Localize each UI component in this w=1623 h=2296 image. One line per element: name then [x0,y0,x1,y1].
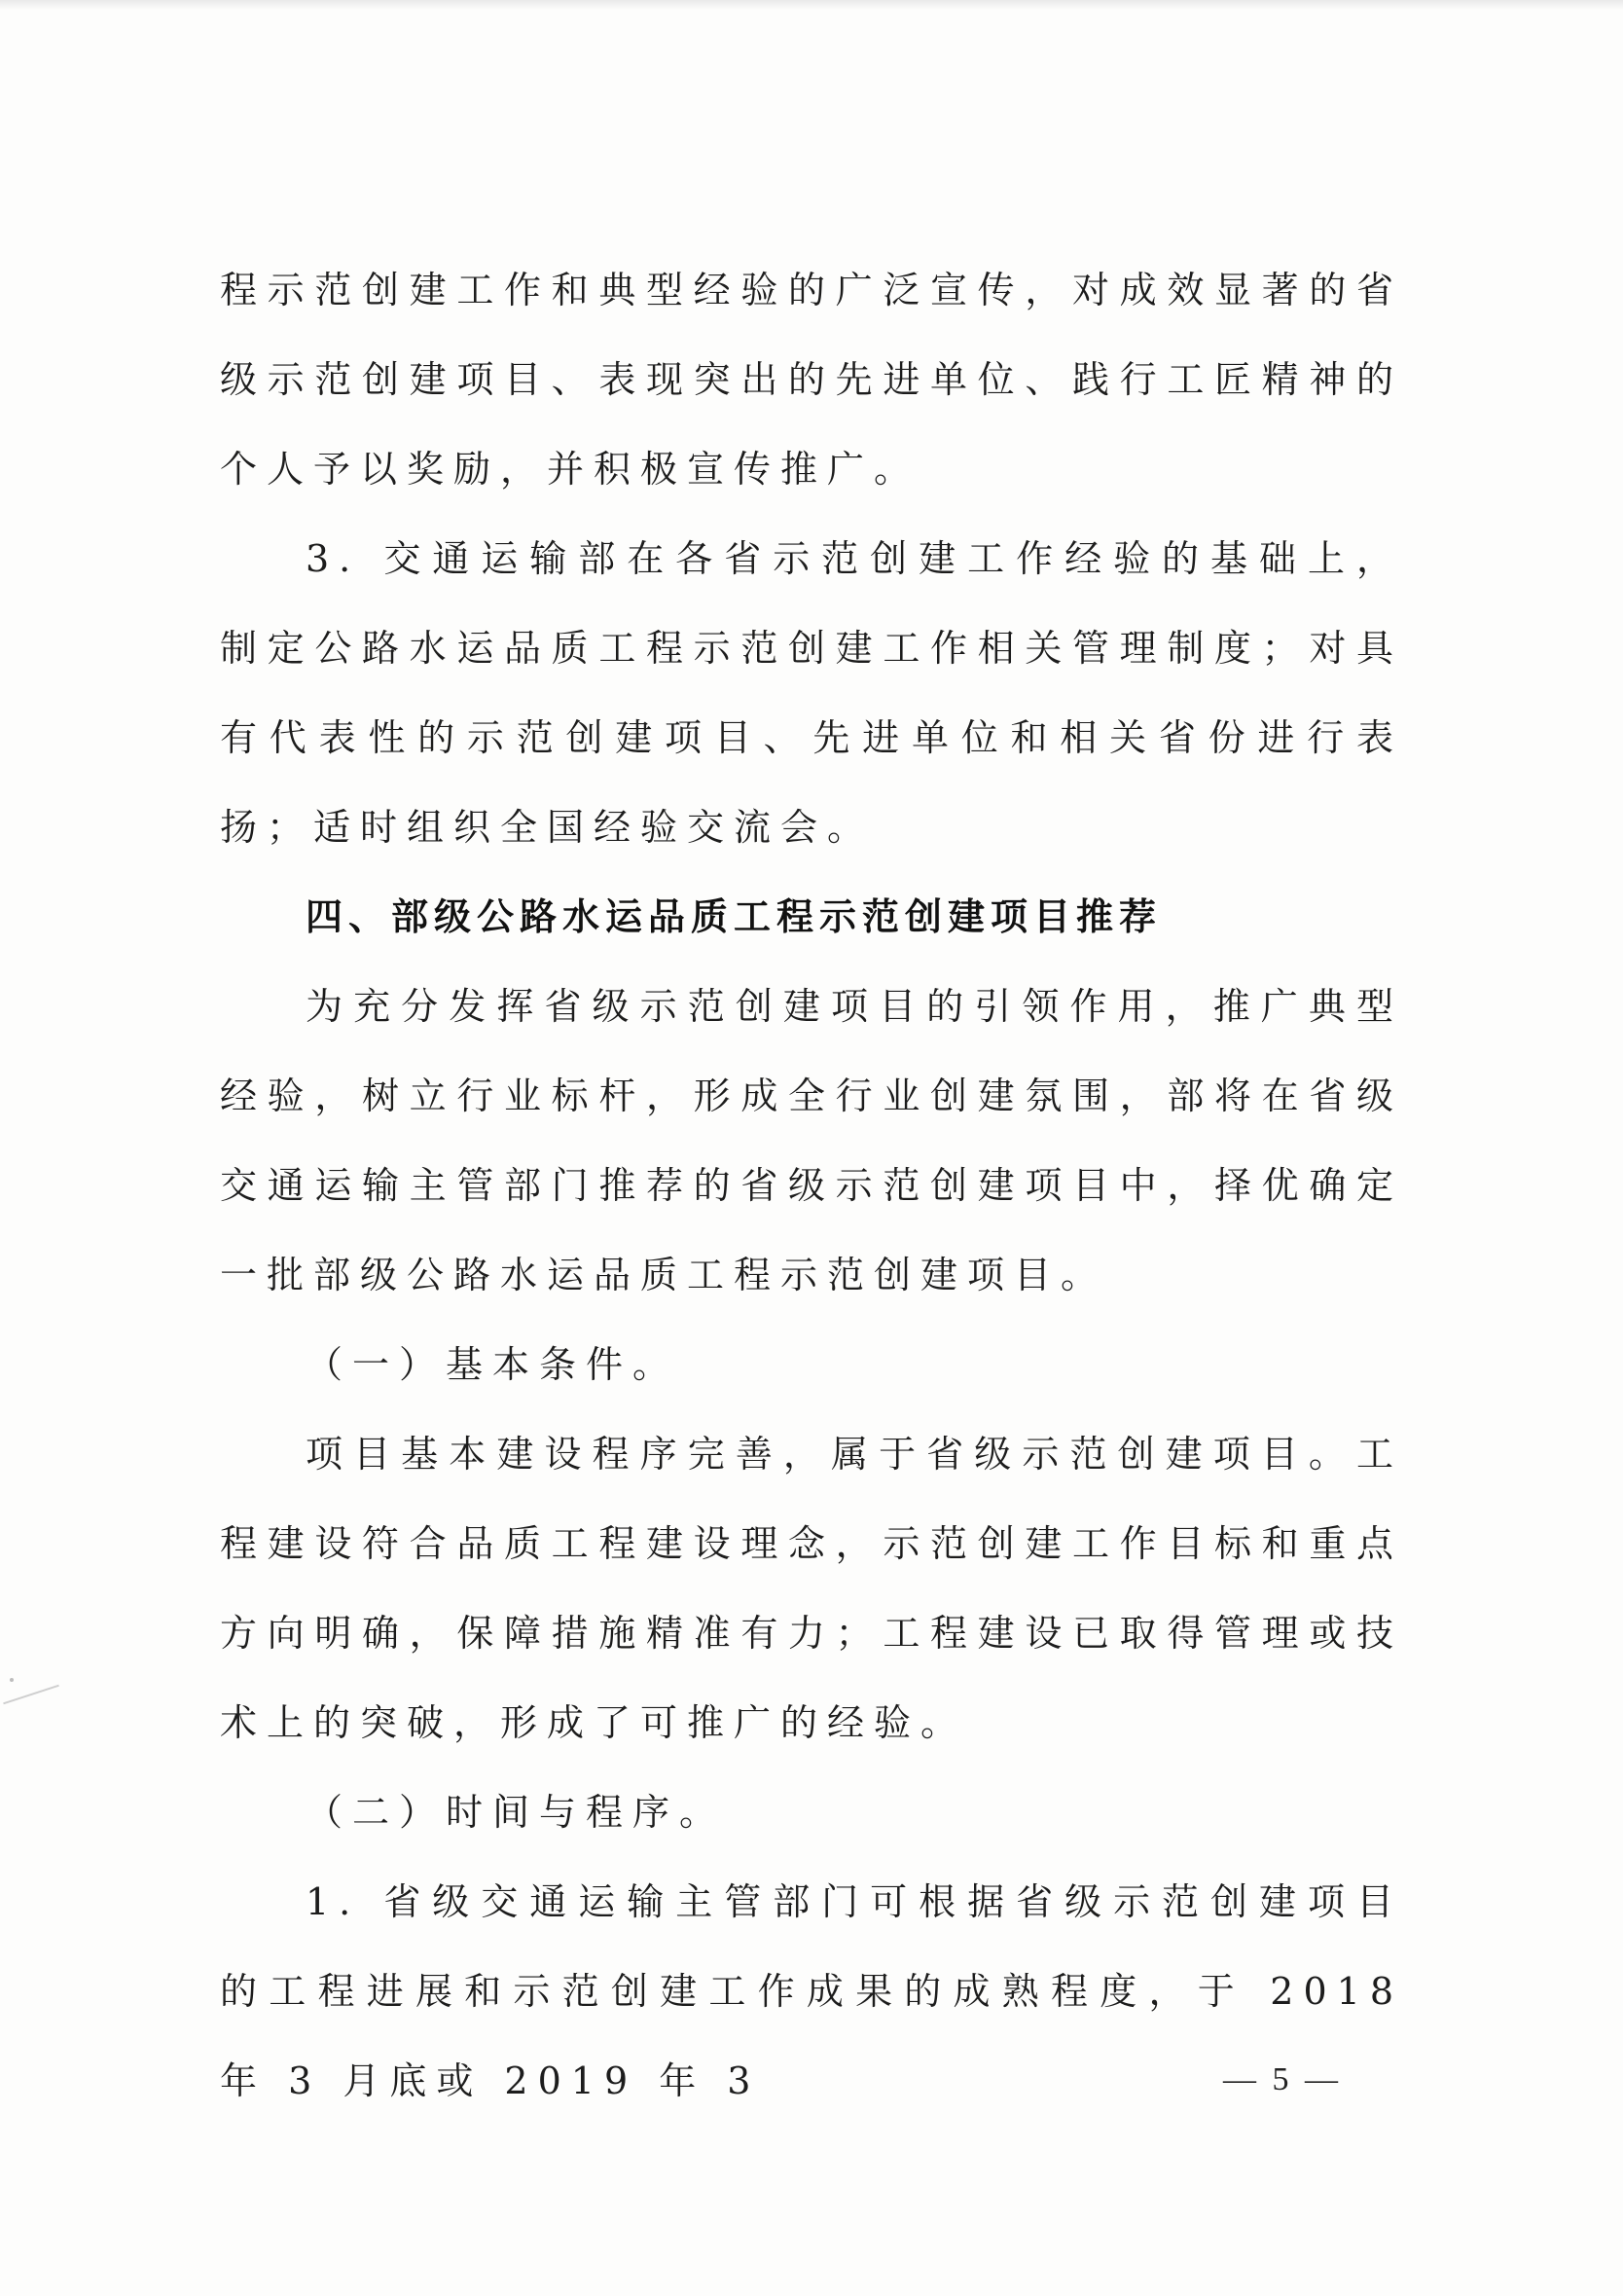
paragraph-continuation: 程示范创建工作和典型经验的广泛宣传，对成效显著的省级示范创建项目、表现突出的先进单位、践行工匠精神的个人予以奖励，并积极宣传推广。 [220,269,1403,491]
paragraph-item-3: 3. 交通运输部在各省示范创建工作经验的基础上，制定公路水运品质工程示范创建工作相关管理制度；对具有代表性的示范创建项目、先进单位和相关省份进行表扬；适时组织全国经验交流会。 [220,537,1403,849]
paragraph-basic-conditions: 项目基本建设程序完善，属于省级示范创建项目。工程建设符合品质工程建设理念，示范创建工作目标和重点方向明确，保障措施精准有力；工程建设已取得管理或技术上的突破，形成了可推广的经验。 [220,1433,1403,1744]
scan-mark [3,1685,59,1704]
subheading-basic-conditions: （一）基本条件。 [306,1343,680,1386]
document-body [220,245,1403,2126]
paragraph-intro: 为充分发挥省级示范创建项目的引领作用，推广典型经验，树立行业标杆，形成全行业创建氛围，部将在省级交通运输主管部门推荐的省级示范创建项目中，择优确定一批部级公路水运品质工程示范创建项目。 [220,985,1403,1296]
scan-speck [10,1678,14,1682]
scan-top-edge [0,0,1623,10]
section-heading-4: 四、部级公路水运品质工程示范创建项目推荐 [306,895,1163,938]
page-number: — 5 — [1223,2061,1342,2097]
paragraph-item-1: 1. 省级交通运输主管部门可根据省级示范创建项目的工程进展和示范创建工作成果的成熟程度，于 2018 年 3 月底或 2019 年 3 [220,1880,1403,2102]
subheading-time-procedure: （二）时间与程序。 [306,1791,727,1834]
